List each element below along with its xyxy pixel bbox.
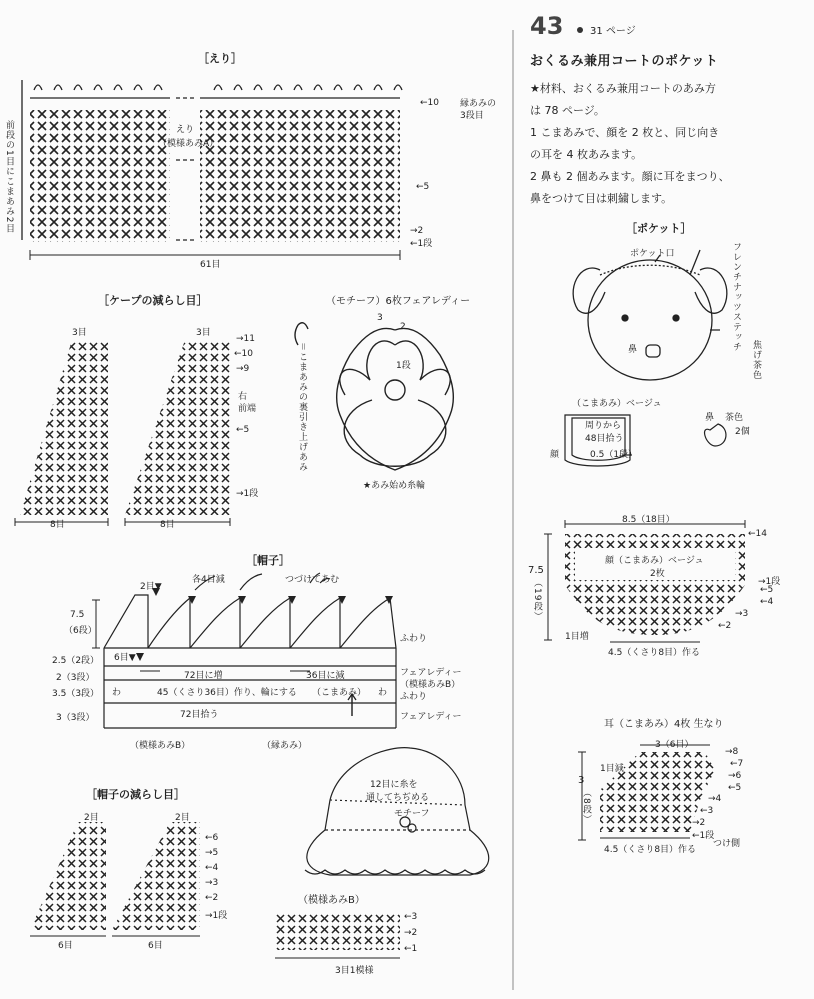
edge-label: 縁あみの	[460, 99, 497, 109]
collar-label: えり	[176, 125, 195, 135]
row-label: ←10	[420, 98, 439, 108]
row-label: →11	[236, 334, 255, 344]
row-label: →1段	[758, 577, 781, 587]
hat-heading: ［帽子］	[246, 554, 290, 567]
collar-count: 61目	[200, 260, 221, 270]
motif-flower	[295, 323, 453, 473]
row-label: ←3	[404, 912, 418, 922]
cape-heading: ［ケープの減らし目］	[98, 294, 208, 307]
hat-note: （こまあみ）	[312, 688, 367, 698]
yarn-label: ふわり	[400, 634, 428, 644]
row-label: →2	[404, 928, 418, 938]
hat-dim: 2.5（2段）	[52, 656, 100, 666]
hat-note: 2目▼	[140, 582, 162, 592]
hat-dim: 3.5（3段）	[52, 689, 100, 699]
collar-pattern: （模様あみA）	[158, 139, 219, 149]
row-label: ←1	[404, 944, 418, 954]
yarn-label: （模様あみB）	[400, 680, 461, 690]
row-label: ←10	[234, 349, 253, 359]
stitch-count: 2目	[84, 813, 99, 823]
page-ref: 31 ページ	[590, 26, 636, 37]
instruction-line: は 78 ページ。	[530, 104, 605, 117]
row-label: ←4	[760, 597, 774, 607]
hat-note: 72目に増	[184, 671, 223, 681]
row-label: ←5	[236, 425, 250, 435]
hat-pic-note: 通してちぢめる	[366, 793, 430, 803]
instruction-line: 鼻をつけて目は刺繍します。	[530, 192, 673, 205]
hat-dim: （6段）	[64, 626, 97, 636]
row-label: →3	[735, 609, 749, 619]
hat-note: わ	[112, 688, 122, 698]
face-small-face: 顔	[550, 450, 560, 460]
hat-pic-note: モチーフ	[394, 809, 430, 819]
side-label: 右	[238, 392, 248, 402]
row-label: →2	[692, 818, 706, 828]
row-label: 3	[377, 313, 383, 323]
row-label: →5	[205, 848, 219, 858]
stitch-count: 6目	[148, 941, 163, 951]
hat-pic-note: 12目に糸を	[370, 780, 418, 790]
edge-row: 3段目	[460, 111, 484, 121]
collar-heading: ［えり］	[198, 52, 242, 65]
row-label: ←2	[205, 893, 219, 903]
instruction-line: 1 こまあみで、顔を 2 枚と、同じ向き	[530, 126, 720, 139]
pocket-mouth-label: ポケット口	[630, 249, 675, 259]
instruction-line: の耳を 4 枚あみます。	[530, 148, 643, 161]
stitch-count: 3目	[196, 328, 211, 338]
pocket-heading: ［ポケット］	[626, 222, 692, 235]
row-label: ←2	[718, 621, 732, 631]
row-label: →9	[236, 364, 250, 374]
face-small-around: 周りから	[585, 421, 622, 431]
stitch-count: 8目	[50, 520, 65, 530]
face-chart-height: 7.5	[528, 565, 544, 576]
row-label: 1段	[396, 361, 411, 371]
hat-note: 36目に減	[306, 671, 345, 681]
side-label: 前端	[238, 404, 257, 414]
hat-dim: 3（3段）	[56, 713, 95, 723]
row-label: ←1段	[410, 239, 433, 249]
pattern-b-chart	[275, 912, 400, 958]
hat-note: 72目拾う	[180, 710, 219, 720]
row-label: ←5	[728, 783, 742, 793]
cape-decrease-charts	[15, 340, 230, 526]
row-label: ←1段	[692, 831, 715, 841]
instruction-line: ★材料、おくるみ兼用コートのあみ方	[530, 82, 716, 95]
hat-note: （縁あみ）	[262, 741, 308, 751]
section-title: おくるみ兼用コートのポケット	[530, 54, 719, 69]
face-small-dim: 0.5（1段）	[590, 450, 638, 460]
nose-count: 2個	[735, 427, 750, 437]
face-chart-top: 8.5（18目）	[622, 515, 675, 525]
row-label: →2	[410, 226, 424, 236]
instruction-line: 2 鼻も 2 個あみます。顔に耳をまつり、	[530, 170, 730, 183]
stitch-count: 2目	[175, 813, 190, 823]
yarn-label: フェアレディー	[400, 668, 462, 678]
stitch-count: 6目	[58, 941, 73, 951]
face-chart-name: 顔（こまあみ）ベージュ	[605, 556, 704, 566]
collar-chart	[22, 80, 402, 260]
nose-diagram	[705, 424, 726, 446]
hat-note: 45（くさり36目）作り、輪にする	[157, 688, 297, 698]
face-chart-bottom: 4.5（くさり8目）作る	[608, 648, 701, 658]
hat-note: つづけてあむ	[285, 575, 340, 585]
page-number: 43	[530, 12, 564, 40]
row-label: →6	[728, 771, 742, 781]
yarn-label: フェアレディー	[400, 712, 462, 722]
row-label: ←5	[416, 182, 430, 192]
page-dot	[577, 27, 583, 33]
face-small-label: （こまあみ）ベージュ	[572, 399, 662, 409]
row-label: →1段	[205, 911, 228, 921]
hat-note: （模様あみB）	[130, 741, 191, 751]
motif-start: ★あみ始め糸輪	[363, 481, 426, 491]
hat-note: わ	[378, 688, 388, 698]
hat-dim: 7.5	[70, 610, 85, 620]
row-label: →1段	[236, 489, 259, 499]
row-label: ←7	[730, 759, 744, 769]
motif-symbol-note: ＝こまあみの裏引き上げあみ	[297, 342, 307, 473]
stitch-count: 8目	[160, 520, 175, 530]
face-small-pick: 48目拾う	[585, 434, 624, 444]
ear-chart-attach: つけ側	[713, 839, 741, 849]
row-label: 2	[400, 322, 406, 332]
hat-note: 6目▼	[114, 653, 136, 663]
instructions	[530, 78, 730, 210]
face-chart-inc: 1目増	[565, 632, 589, 642]
hat-note: 各4目減	[192, 575, 225, 585]
ear-chart-rows: （8段）	[581, 788, 591, 825]
collar-vertical-note: 前段の1目にこまあみ2目	[4, 120, 14, 234]
row-label: ←3	[700, 806, 714, 816]
row-label: →3	[205, 878, 219, 888]
stitch-count: 3目	[72, 328, 87, 338]
pocket-nose-label: 鼻	[628, 345, 638, 355]
face-chart	[544, 520, 745, 642]
row-label: ←14	[748, 529, 767, 539]
patb-heading: （模様あみB）	[298, 895, 365, 906]
hat-dim: 2（3段）	[56, 673, 95, 683]
row-label: →4	[708, 794, 722, 804]
hat-decrease-charts	[30, 822, 200, 936]
ear-chart-dec: 1目減	[600, 764, 624, 774]
pocket-illustration	[573, 250, 727, 380]
row-label: ←4	[205, 863, 219, 873]
row-label: ←6	[205, 833, 219, 843]
hat-dec-heading: ［帽子の減らし目］	[86, 788, 185, 801]
ear-chart-height: 3	[578, 775, 585, 786]
row-label: →8	[725, 747, 739, 757]
yarn-label: ふわり	[400, 692, 428, 702]
hat-markers	[136, 588, 393, 661]
ear-chart-bottom: 4.5（くさり8目）作る	[604, 845, 697, 855]
nose-color: 茶色	[725, 413, 744, 423]
ear-chart-title: 耳（こまあみ）4枚 生なり	[604, 719, 724, 730]
motif-heading: （モチーフ）6枚フェアレディー	[326, 296, 471, 307]
patb-repeat: 3目1模様	[335, 966, 374, 976]
nose-label: 鼻	[705, 413, 715, 423]
face-chart-rows: （19段）	[532, 578, 542, 622]
ear-chart-top: 3（6目）	[655, 740, 694, 750]
face-chart-count: 2枚	[650, 569, 665, 579]
french-knot-label: フレンチナッツステッチ	[731, 242, 741, 352]
brown-color-label: 焦げ茶色	[751, 340, 761, 380]
row-label: ←5	[760, 585, 774, 595]
